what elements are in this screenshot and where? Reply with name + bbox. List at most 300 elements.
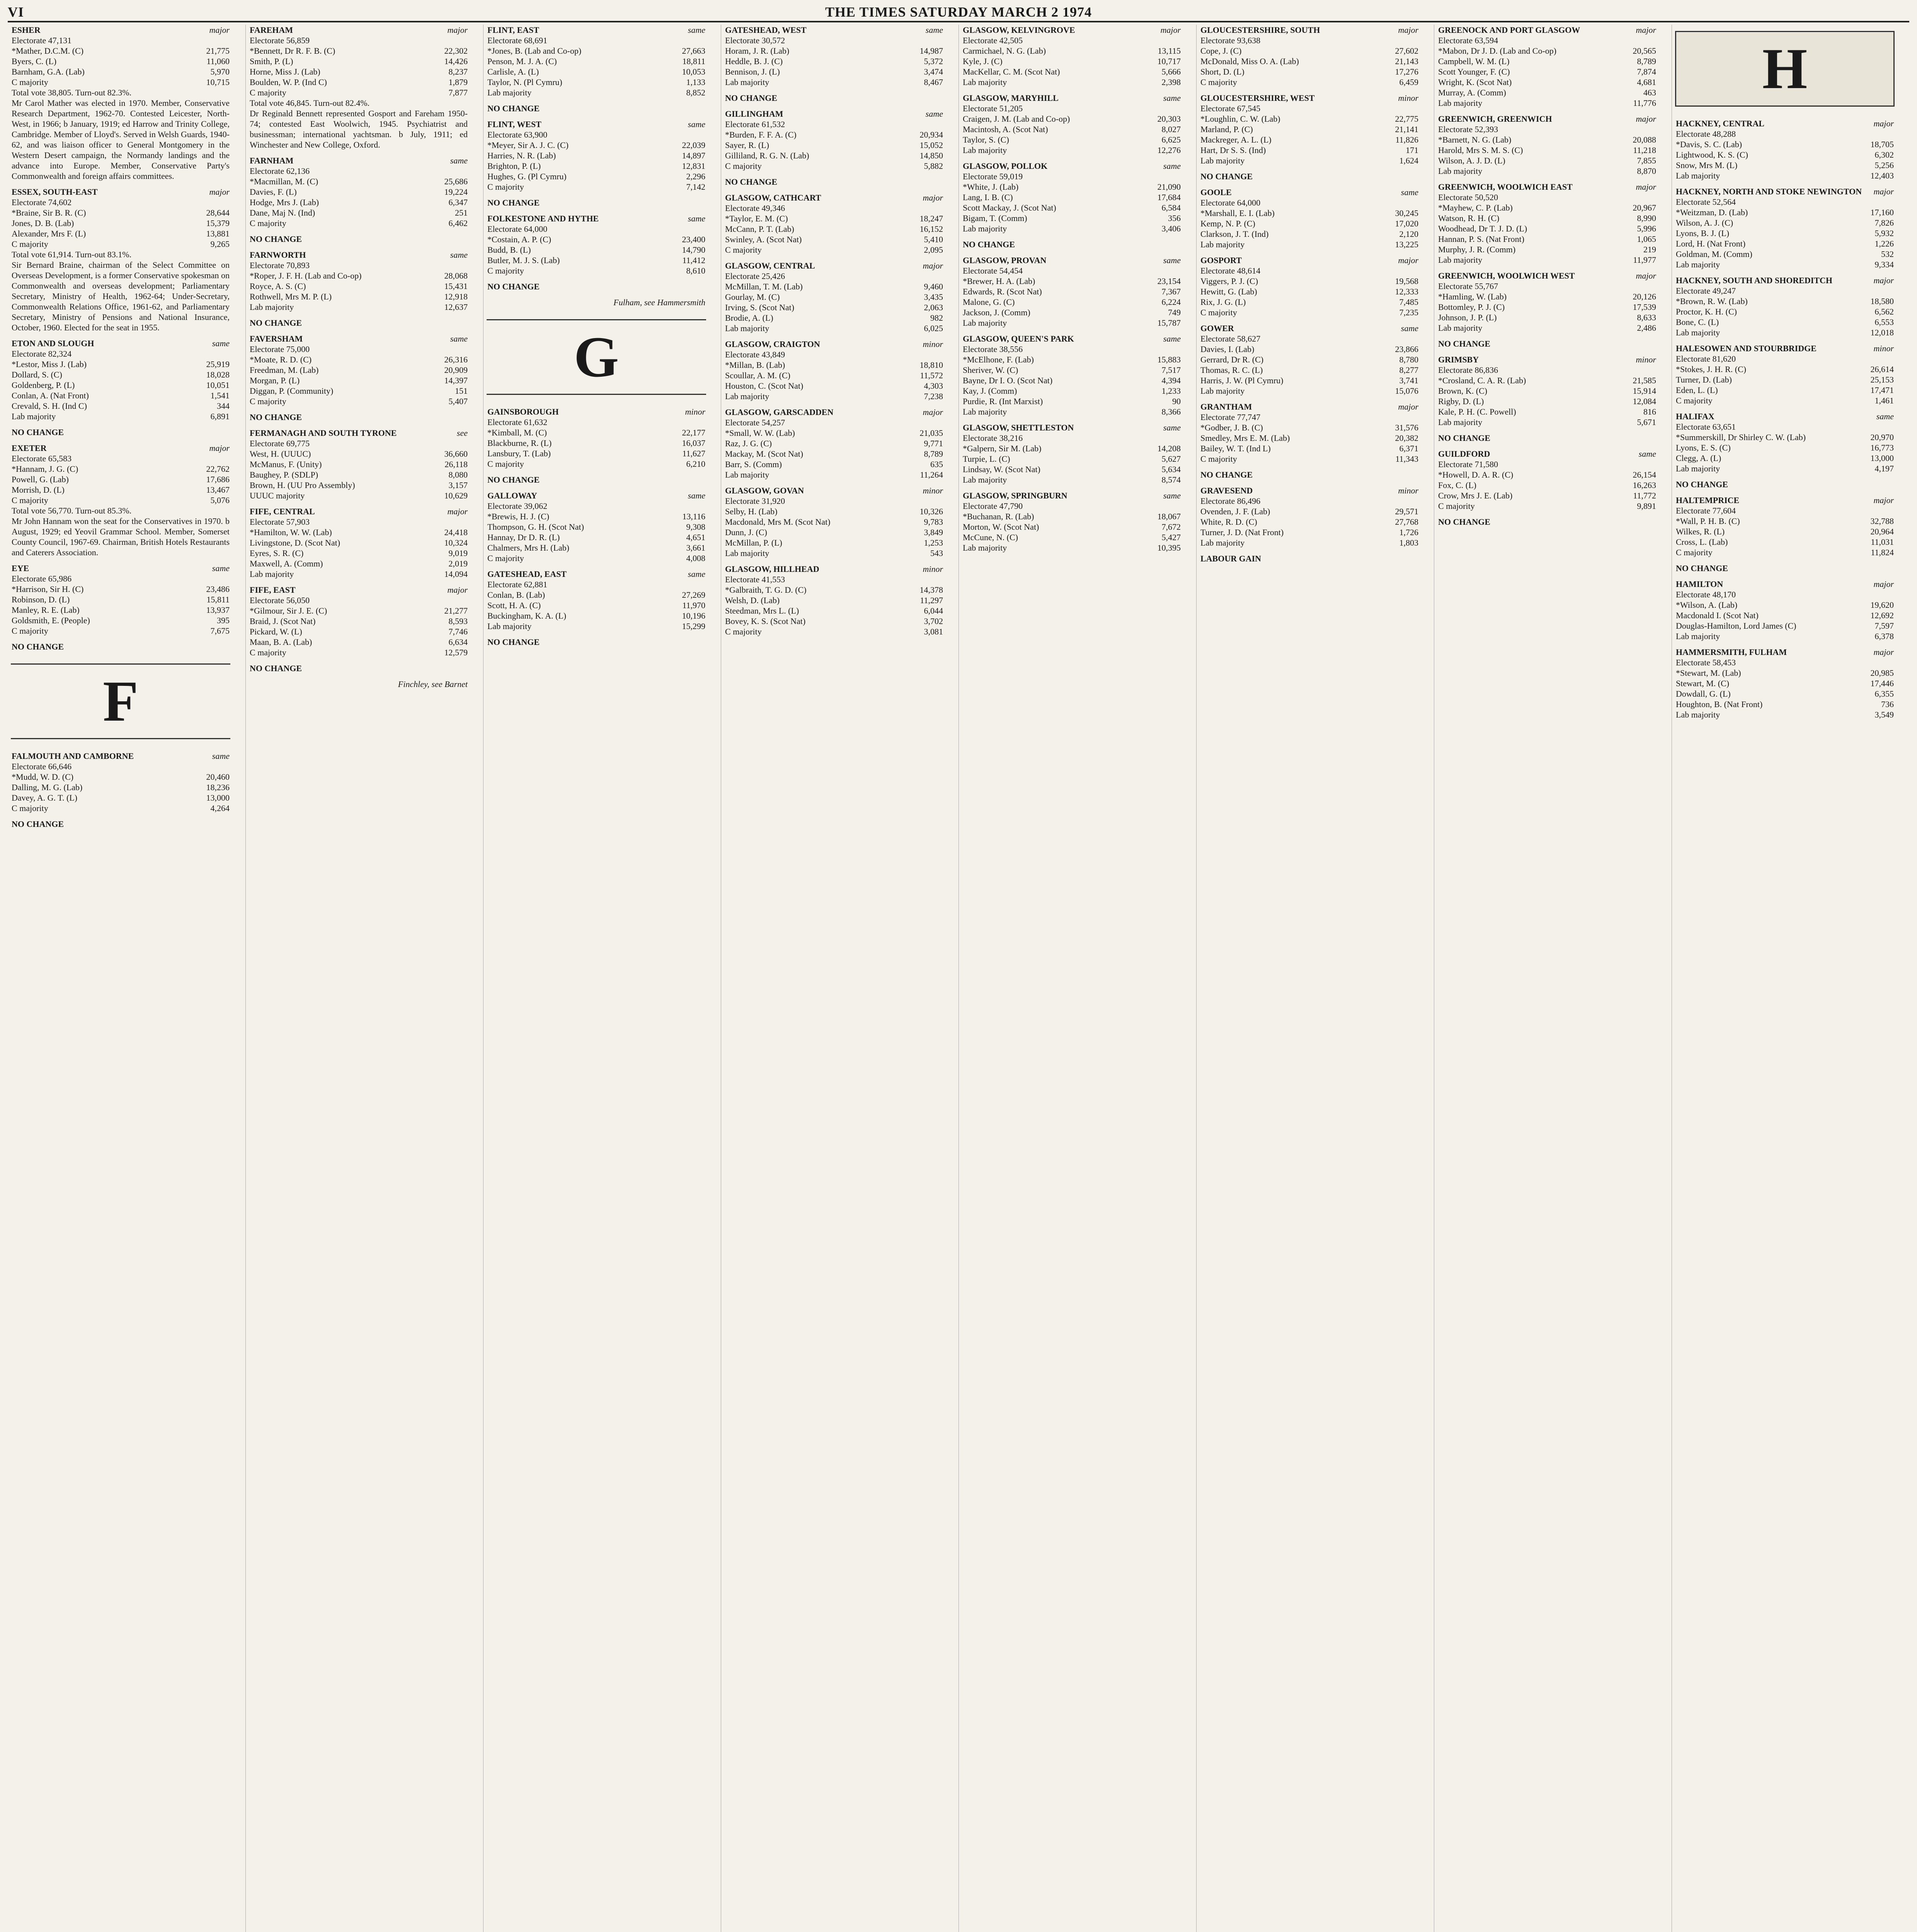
result-value: 18,236	[206, 782, 230, 792]
result-label: *Kimball, M. (C)	[487, 428, 547, 437]
constituency-heading	[12, 563, 230, 573]
constituency-name: FERMANAGH AND SOUTH TYRONE	[250, 428, 397, 438]
result-line	[487, 182, 705, 192]
result-label: MacKellar, C. M. (Scot Nat)	[963, 67, 1060, 77]
result-value: 1,879	[448, 77, 468, 87]
result-value: 12,831	[682, 161, 705, 171]
constituency-entry	[484, 569, 709, 631]
spacer	[246, 150, 472, 155]
result-label: Heddle, B. J. (C)	[725, 56, 783, 66]
result-value: 9,783	[924, 517, 943, 527]
result-value: 14,378	[919, 585, 943, 595]
result-value: 17,471	[1870, 385, 1894, 395]
result-line	[1438, 469, 1656, 480]
result-label: McCune, N. (C)	[963, 532, 1018, 542]
constituency-name: GLASGOW, PROVAN	[963, 255, 1047, 265]
result-line	[1676, 422, 1894, 432]
result-label: *Godber, J. B. (C)	[1200, 423, 1263, 432]
result-line	[1200, 344, 1418, 354]
result-line	[963, 56, 1181, 66]
result-line	[1676, 259, 1894, 270]
result-line	[725, 292, 943, 302]
result-line	[250, 56, 468, 66]
spacer	[1434, 265, 1660, 270]
constituency-entry	[721, 339, 947, 401]
result-label: *Mather, D.C.M. (C)	[12, 46, 84, 56]
constituency-name: HAMMERSMITH, FULHAM	[1676, 647, 1787, 657]
result-value: 5,407	[448, 396, 468, 406]
result-line	[725, 281, 943, 292]
result-value: 8,852	[686, 88, 705, 97]
result-value: 171	[1406, 145, 1418, 155]
result-value: 1,803	[1399, 538, 1418, 548]
result-line	[1200, 375, 1418, 386]
result-value: 17,276	[1395, 67, 1418, 77]
constituency-entry	[1672, 495, 1898, 558]
result-label: *Lestor, Miss J. (Lab)	[12, 359, 87, 369]
result-line	[725, 527, 943, 537]
result-value: 21,585	[1633, 376, 1656, 385]
constituency-name: FOLKESTONE AND HYTHE	[487, 214, 599, 223]
constituency-tag: same	[1163, 93, 1181, 103]
constituency-tag: minor	[923, 564, 943, 574]
result-label: Electorate 56,050	[250, 595, 310, 605]
result-value: 25,686	[444, 177, 468, 186]
result-line	[1438, 501, 1656, 511]
result-label: Electorate 63,594	[1438, 36, 1498, 45]
result-line	[963, 511, 1181, 522]
constituency-entry	[8, 443, 233, 558]
result-line	[963, 354, 1181, 365]
result-value: 5,627	[1161, 454, 1181, 464]
result-value: 5,427	[1161, 532, 1181, 542]
result-line	[725, 140, 943, 150]
result-value: 1,541	[210, 391, 230, 400]
result-label: Davies, F. (L)	[250, 187, 297, 197]
result-value: 2,486	[1637, 323, 1656, 333]
result-line	[725, 391, 943, 401]
result-value: 9,460	[924, 282, 943, 291]
spacer	[1672, 558, 1898, 563]
result-value: 12,276	[1157, 145, 1181, 155]
result-line	[1676, 385, 1894, 395]
result-line	[250, 291, 468, 302]
constituency-name: GUILDFORD	[1438, 449, 1490, 459]
result-value: 6,891	[210, 412, 230, 421]
result-value: 12,018	[1870, 328, 1894, 337]
spacer	[246, 328, 472, 333]
result-value: 22,775	[1395, 114, 1418, 124]
result-line	[487, 621, 705, 631]
spacer	[959, 234, 1185, 239]
constituency-entry	[721, 109, 947, 171]
result-line	[963, 375, 1181, 386]
constituency-entry	[1434, 270, 1660, 333]
result-value: 12,692	[1870, 611, 1894, 620]
constituency-tag: minor	[685, 407, 705, 417]
result-line	[1200, 77, 1418, 87]
result-line	[250, 270, 468, 281]
result-label: C majority	[12, 495, 48, 505]
result-label: Watson, R. H. (C)	[1438, 213, 1500, 223]
result-value: 3,661	[686, 543, 705, 553]
result-label: Murray, A. (Comm)	[1438, 88, 1506, 97]
result-label: Proctor, K. H. (C)	[1676, 307, 1737, 316]
result-value: 3,157	[448, 480, 468, 490]
result-label: C majority	[725, 161, 762, 171]
constituency-name: ETON AND SLOUGH	[12, 338, 94, 348]
result-line	[487, 265, 705, 276]
constituency-name: GLASGOW, POLLOK	[963, 161, 1048, 171]
result-line	[963, 134, 1181, 145]
result-change-note: LABOUR GAIN	[1200, 554, 1262, 563]
result-value: 8,574	[1161, 475, 1181, 485]
result-value: 5,882	[924, 161, 943, 171]
result-value: 31,576	[1395, 423, 1418, 432]
result-label: *Costain, A. P. (C)	[487, 235, 552, 244]
constituency-name: GLASGOW, SPRINGBURN	[963, 491, 1067, 500]
result-label: Davey, A. G. T. (L)	[12, 793, 78, 803]
result-label: C majority	[1676, 548, 1713, 557]
constituency-entry	[484, 490, 709, 563]
result-line	[963, 276, 1181, 286]
spacer	[721, 103, 947, 109]
constituency-entry	[8, 338, 233, 422]
result-value: 17,539	[1633, 302, 1656, 312]
result-line	[1676, 432, 1894, 442]
result-line	[963, 532, 1181, 543]
result-label: Malone, G. (C)	[963, 297, 1015, 307]
result-label: Turpie, L. (C)	[963, 454, 1010, 464]
result-line	[487, 255, 705, 265]
result-label: Maan, B. A. (Lab)	[250, 637, 312, 647]
result-label: Lab majority	[963, 407, 1007, 417]
constituency-heading	[12, 187, 230, 197]
constituency-heading	[963, 25, 1181, 35]
result-line	[725, 417, 943, 428]
result-value: 11,627	[682, 449, 705, 458]
result-line	[1200, 35, 1418, 46]
result-change-note: NO CHANGE	[250, 663, 302, 673]
result-label: Jackson, J. (Comm)	[963, 308, 1030, 317]
constituency-tag: major	[923, 261, 943, 270]
result-value: 6,355	[1874, 689, 1894, 699]
section-letter: G	[487, 319, 706, 395]
spacer	[1434, 527, 1660, 532]
result-label: C majority	[250, 88, 286, 97]
result-line	[725, 245, 943, 255]
result-label: Electorate 62,881	[487, 580, 548, 589]
result-value: 5,970	[210, 67, 230, 77]
spacer	[484, 192, 709, 197]
result-line	[487, 553, 705, 563]
spacer	[246, 244, 472, 250]
constituency-name: HAMILTON	[1676, 579, 1723, 589]
result-value: 25,153	[1870, 375, 1894, 384]
spacer	[8, 652, 233, 657]
result-value: 30,245	[1395, 208, 1418, 218]
result-value: 2,095	[924, 245, 943, 255]
result-label: Macdonald, Mrs M. (Scot Nat)	[725, 517, 831, 527]
result-label: *Braine, Sir B. R. (C)	[12, 208, 86, 218]
result-value: 23,400	[682, 235, 705, 244]
result-line	[1438, 291, 1656, 302]
result-line	[487, 600, 705, 611]
result-value: 219	[1643, 245, 1656, 254]
result-label: *Marshall, E. I. (Lab)	[1200, 208, 1275, 218]
result-line	[725, 349, 943, 360]
result-line	[1676, 516, 1894, 526]
result-value: 21,143	[1395, 56, 1418, 66]
spacer	[959, 553, 1185, 558]
constituency-name: GREENWICH, GREENWICH	[1438, 114, 1552, 124]
result-label: Harris, J. W. (Pl Cymru)	[1200, 376, 1284, 385]
result-label: Electorate 77,604	[1676, 506, 1736, 515]
spacer	[246, 689, 472, 695]
spacer	[484, 647, 709, 653]
spacer	[721, 637, 947, 642]
result-value: 17,686	[206, 474, 230, 484]
result-line	[963, 145, 1181, 155]
result-label: Electorate 25,426	[725, 271, 785, 281]
result-line	[725, 203, 943, 213]
result-label: Electorate 77,747	[1200, 412, 1261, 422]
result-label: Lab majority	[1200, 240, 1245, 249]
result-label: Buckingham, K. A. (L)	[487, 611, 567, 621]
result-line	[487, 161, 705, 171]
result-label: Scott, H. A. (C)	[487, 600, 541, 610]
result-line	[12, 228, 230, 239]
result-line	[1676, 699, 1894, 709]
spacer	[1197, 166, 1422, 171]
result-change-note: NO CHANGE	[250, 318, 302, 328]
spacer	[1434, 427, 1660, 433]
result-label: *Galpern, Sir M. (Lab)	[963, 444, 1042, 453]
result-label: Electorate 58,453	[1676, 658, 1736, 667]
result-label: Hughes, G. (Pl Cymru)	[487, 172, 567, 181]
result-label: Lab majority	[1200, 156, 1245, 165]
result-line	[725, 428, 943, 438]
constituency-entry	[959, 255, 1185, 328]
result-value: 15,811	[206, 595, 230, 604]
result-line	[963, 406, 1181, 417]
result-line	[250, 449, 468, 459]
result-label: Electorate 49,346	[725, 203, 785, 213]
result-label: Lab majority	[963, 145, 1007, 155]
result-label: *Loughlin, C. W. (Lab)	[1200, 114, 1280, 124]
result-label: Lab majority	[963, 318, 1007, 328]
constituency-name: GLOUCESTERSHIRE, SOUTH	[1200, 25, 1320, 35]
result-label: Electorate 71,580	[1438, 459, 1498, 469]
result-line	[250, 35, 468, 46]
spacer	[1197, 87, 1422, 93]
result-value: 3,081	[924, 627, 943, 636]
result-line	[487, 129, 705, 140]
column	[8, 25, 233, 1932]
result-value: 21,090	[1157, 182, 1181, 192]
result-label: Electorate 62,136	[250, 166, 310, 176]
result-value: 14,208	[1157, 444, 1181, 453]
result-line	[1676, 197, 1894, 207]
spacer	[484, 276, 709, 281]
result-value: 10,715	[206, 77, 230, 87]
result-value: 3,406	[1161, 224, 1181, 233]
constituency-tag: major	[209, 25, 230, 35]
result-label: Electorate 65,583	[12, 454, 72, 463]
result-value: 11,297	[920, 595, 943, 605]
result-label: Horam, J. R. (Lab)	[725, 46, 790, 56]
result-line	[725, 381, 943, 391]
result-value: 32,788	[1870, 516, 1894, 526]
result-line	[1438, 145, 1656, 155]
result-value: 9,265	[210, 239, 230, 249]
result-line	[725, 370, 943, 381]
constituency-name: GATESHEAD, WEST	[725, 25, 807, 35]
result-value: 18,810	[919, 360, 943, 370]
result-value: 1,253	[924, 538, 943, 548]
result-line	[725, 360, 943, 370]
result-value: 532	[1881, 249, 1894, 259]
result-change-note: NO CHANGE	[12, 427, 64, 437]
result-label: Mackay, M. (Scot Nat)	[725, 449, 804, 459]
result-value: 5,671	[1637, 417, 1656, 427]
result-label: Electorate 38,216	[963, 433, 1023, 443]
result-label: Electorate 66,646	[12, 762, 72, 771]
constituency-tag: same	[212, 751, 230, 761]
result-value: 20,964	[1870, 527, 1894, 536]
result-value: 8,080	[448, 470, 468, 480]
result-label: Lang, I. B. (C)	[963, 192, 1013, 202]
result-label: Electorate 47,790	[963, 501, 1023, 511]
constituency-tag: major	[447, 507, 468, 516]
result-value: 7,877	[448, 88, 468, 97]
result-value: 28,068	[444, 271, 468, 281]
constituency-heading	[1438, 114, 1656, 124]
result-value: 3,435	[924, 292, 943, 302]
result-line	[1200, 276, 1418, 286]
result-line	[487, 56, 705, 66]
result-label: Goldsmith, E. (People)	[12, 616, 90, 625]
result-line	[487, 77, 705, 87]
constituency-name: GLASGOW, HILLHEAD	[725, 564, 819, 574]
result-line	[1438, 281, 1656, 291]
result-line	[1438, 375, 1656, 386]
result-line	[487, 140, 705, 150]
result-label: *Hamling, W. (Lab)	[1438, 292, 1507, 301]
result-line	[725, 224, 943, 234]
result-label: *Gilmour, Sir J. E. (C)	[250, 606, 327, 616]
result-value: 14,426	[444, 56, 468, 66]
result-line	[1438, 124, 1656, 134]
result-change-note: NO CHANGE	[487, 475, 540, 485]
result-line	[1676, 442, 1894, 453]
result-label: Clarkson, J. T. (Ind)	[1200, 229, 1269, 239]
result-line	[725, 161, 943, 171]
constituency-heading	[963, 490, 1181, 501]
spacer	[1434, 176, 1660, 182]
result-line	[1438, 66, 1656, 77]
constituency-name: GRIMSBY	[1438, 355, 1479, 364]
result-value: 749	[1168, 308, 1181, 317]
result-line	[1438, 192, 1656, 202]
result-label: Byers, C. (L)	[12, 56, 57, 66]
result-label: C majority	[12, 803, 48, 813]
constituency-name: ESHER	[12, 25, 41, 35]
result-label: C majority	[725, 245, 762, 255]
result-label: Bennison, J. (L)	[725, 67, 780, 77]
result-value: 11,824	[1871, 548, 1894, 557]
result-value: 29,571	[1395, 507, 1418, 516]
result-line	[1200, 537, 1418, 548]
constituency-entry	[484, 406, 709, 469]
result-line	[725, 271, 943, 281]
result-line	[963, 46, 1181, 56]
result-label: Bailey, W. T. (Ind L)	[1200, 444, 1271, 453]
spacer	[484, 208, 709, 213]
result-line	[1676, 296, 1894, 306]
result-value: 10,395	[1157, 543, 1181, 553]
result-label: *Moate, R. D. (C)	[250, 355, 312, 364]
result-label: Brown, H. (UU Pro Assembly)	[250, 480, 355, 490]
result-line	[487, 522, 705, 532]
result-label: Lansbury, T. (Lab)	[487, 449, 551, 458]
results-columns	[8, 25, 1909, 1932]
result-label: Hewitt, G. (Lab)	[1200, 287, 1257, 296]
result-line	[1438, 365, 1656, 375]
result-line	[1676, 668, 1894, 678]
result-label: Lab majority	[12, 412, 56, 421]
result-value: 9,019	[448, 548, 468, 558]
result-value: 20,970	[1870, 432, 1894, 442]
result-value: 6,302	[1874, 150, 1894, 160]
constituency-entry	[1672, 647, 1898, 720]
spacer	[959, 87, 1185, 93]
result-line	[1200, 197, 1418, 208]
result-line	[487, 459, 705, 469]
result-value: 10,629	[444, 491, 468, 500]
result-label: Lab majority	[725, 77, 770, 87]
constituency-entry	[1197, 187, 1422, 250]
result-value: 90	[1172, 396, 1181, 406]
result-value: 11,572	[920, 371, 943, 380]
result-line	[487, 35, 705, 46]
result-value: 395	[217, 616, 230, 625]
result-label: *Hamilton, W. W. (Lab)	[250, 527, 332, 537]
result-line	[725, 438, 943, 449]
result-line	[1438, 459, 1656, 469]
result-line	[250, 605, 468, 616]
result-label: Stewart, M. (C)	[1676, 679, 1730, 688]
spacer	[246, 422, 472, 428]
constituency-heading	[1200, 93, 1418, 103]
spacer	[721, 401, 947, 407]
result-value: 6,462	[448, 218, 468, 228]
constituency-heading	[1676, 411, 1894, 422]
constituency-heading	[725, 485, 943, 496]
result-value: 10,051	[206, 380, 230, 390]
constituency-name: GRAVESEND	[1200, 486, 1253, 495]
result-line	[725, 213, 943, 224]
result-line	[725, 313, 943, 323]
result-line	[963, 213, 1181, 223]
spacer	[721, 171, 947, 177]
result-line	[250, 386, 468, 396]
result-label: Bigam, T. (Comm)	[963, 213, 1027, 223]
result-line	[725, 605, 943, 616]
result-label: Lab majority	[1676, 171, 1720, 180]
result-line	[1676, 689, 1894, 699]
constituency-entry	[1434, 182, 1660, 265]
